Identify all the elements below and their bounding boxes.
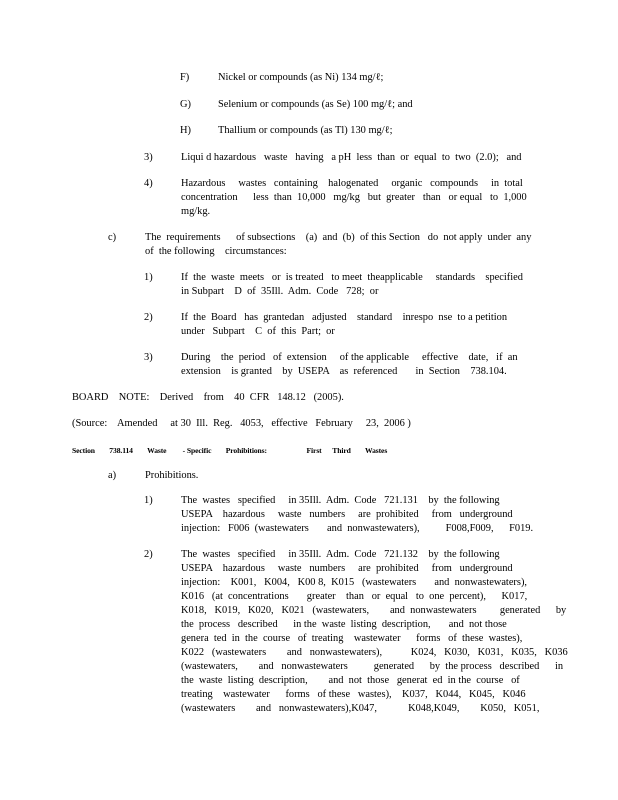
item-a2-label: 2) <box>144 549 153 560</box>
item-3-label: 3) <box>144 152 153 163</box>
item-c2-line: under Subpart C of this Part; or <box>181 326 335 337</box>
item-a1-line: injection: F006 (wastewaters and nonwastewaters), F008,F009, F019. <box>181 523 534 534</box>
item-a2-line: injection: K001, K004, K00 8, K015 (wastewaters and nonwastewaters), <box>181 577 527 588</box>
item-a2-line: USEPA hazardous waste numbers are prohibited from underground <box>181 563 513 574</box>
section-heading: Section 738.114 Waste - Specific Prohibitions: First Third Wastes <box>72 446 388 455</box>
item-a2-line: K016 (at concentrations greater than or equal to one percent), K017, <box>181 591 528 602</box>
item-c1-line: If the waste meets or is treated to meet theapplicable standards specified <box>181 272 523 283</box>
item-a2-line: K018, K019, K020, K021 (wastewaters, and nonwastewaters generated by <box>181 605 567 616</box>
item-a2-line: (wastewaters, and nonwastewaters generated by the process described in <box>181 661 564 672</box>
item-a2-line: treating wastewater forms of these wastes), K037, K044, K045, K046 <box>181 689 526 700</box>
board-note: BOARD NOTE: Derived from 40 CFR 148.12 (2005). <box>72 392 344 403</box>
item-a2-line: genera ted in the course of treating wastewater forms of these wastes), <box>181 633 523 644</box>
item-4-line: mg/kg. <box>181 206 211 217</box>
item-a1-line: The wastes specified in 35Ill. Adm. Code 721.131 by the following <box>181 495 500 506</box>
item-c3-label: 3) <box>144 352 153 363</box>
item-c2-line: If the Board has grantedan adjusted standard inrespo nse to a petition <box>181 312 508 323</box>
item-a2-line: the waste listing description, and not those generat ed in the course of <box>181 675 520 686</box>
item-a2-line: (wastewaters and nonwastewaters),K047, K048,K049, K050, K051, <box>181 703 540 714</box>
item-c2-label: 2) <box>144 312 153 323</box>
item-f-text: Nickel or compounds (as Ni) 134 mg/ℓ; <box>218 72 384 83</box>
item-c-line: of the following circumstances: <box>145 246 287 257</box>
source-note: (Source: Amended at 30 Ill. Reg. 4053, effective February 23, 2006 ) <box>72 418 411 429</box>
item-a-text: Prohibitions. <box>145 470 199 481</box>
item-a1-line: USEPA hazardous waste numbers are prohibited from underground <box>181 509 513 520</box>
item-4-line: concentration less than 10,000 mg/kg but greater than or equal to 1,000 <box>181 192 527 203</box>
item-c-label: c) <box>108 232 117 243</box>
item-h-text: Thallium or compounds (as Tl) 130 mg/ℓ; <box>218 125 393 136</box>
item-a2-line: The wastes specified in 35Ill. Adm. Code 721.132 by the following <box>181 549 500 560</box>
item-c3-line: extension is granted by USEPA as referenced in Section 738.104. <box>181 366 507 377</box>
item-f-label: F) <box>180 72 190 83</box>
item-c3-line: During the period of extension of the applicable effective date, if an <box>181 352 518 363</box>
item-g-label: G) <box>180 99 191 110</box>
item-4-line: Hazardous wastes containing halogenated organic compounds in total <box>181 178 523 189</box>
item-3-text: Liqui d hazardous waste having a pH less than or equal to two (2.0); and <box>181 152 522 163</box>
item-a1-label: 1) <box>144 495 153 506</box>
item-c1-label: 1) <box>144 272 153 283</box>
item-c1-line: in Subpart D of 35Ill. Adm. Code 728; or <box>181 286 379 297</box>
item-a-label: a) <box>108 470 117 481</box>
item-h-label: H) <box>180 125 191 136</box>
item-a2-line: the process described in the waste listing description, and not those <box>181 619 507 630</box>
item-c-line: The requirements of subsections (a) and (b) of this Section do not apply under any <box>145 232 532 243</box>
item-4-label: 4) <box>144 178 153 189</box>
item-g-text: Selenium or compounds (as Se) 100 mg/ℓ; and <box>218 99 413 110</box>
item-a2-line: K022 (wastewaters and nonwastewaters), K024, K030, K031, K035, K036 <box>181 647 568 658</box>
